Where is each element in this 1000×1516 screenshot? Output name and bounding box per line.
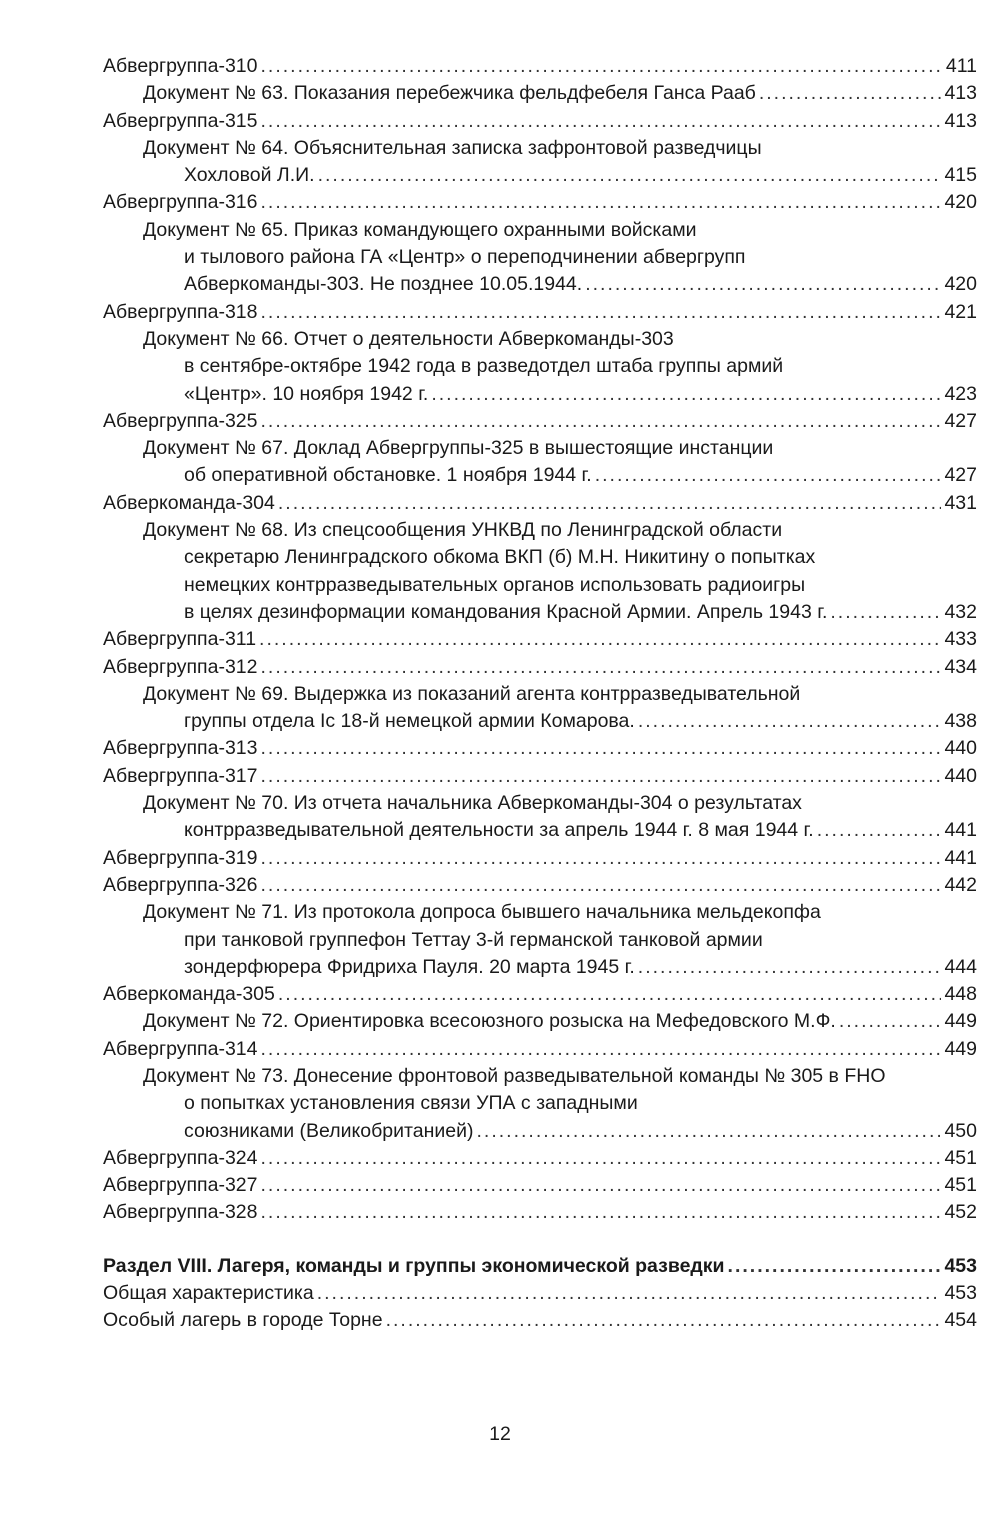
toc-entry-title: контрразведывательной деятельности за апрель 1944 г. 8 мая 1944 г. [184, 819, 814, 842]
toc-entry-title: секретарю Ленинградского обкома ВКП (б) М.Н. Никитину о попытках [184, 546, 816, 569]
toc-entry [103, 189, 977, 216]
toc-entry [103, 299, 977, 326]
toc-document-entry [103, 681, 977, 708]
toc-entry-title: группы отдела Ic 18-й немецкой армии Комарова. [184, 710, 635, 733]
toc-document-entry [103, 353, 977, 380]
toc-entry-title: Абвергруппа-316 [103, 191, 258, 214]
toc-entry-title: Документ № 68. Из спецсообщения УНКВД по Ленинградской области [143, 519, 783, 542]
toc-entry-title: Хохловой Л.И. [184, 164, 315, 187]
toc-page-number: 433 [944, 628, 977, 651]
toc-entry [103, 490, 977, 517]
toc-entry-title: Абвергруппа-319 [103, 846, 258, 869]
toc-page-number: 432 [944, 600, 977, 623]
toc-document-entry [103, 544, 977, 571]
toc-entry-title: Документ № 65. Приказ командующего охранными войсками [143, 218, 697, 241]
toc-document-entry [103, 326, 977, 353]
toc-entry-title: Абвергруппа-313 [103, 737, 258, 760]
toc-entry [103, 626, 977, 653]
toc-entry-title: Абвергруппа-327 [103, 1174, 258, 1197]
toc-page-number: 413 [944, 82, 977, 105]
toc-page-number: 450 [944, 1119, 977, 1142]
toc-entry-title: Абверкоманда-305 [103, 983, 275, 1006]
page-number: 12 [489, 1423, 511, 1445]
toc-document-entry [103, 462, 977, 489]
toc-document-entry [103, 435, 977, 462]
toc-entry-title: Документ № 67. Доклад Абвергруппы-325 в вышестоящие инстанции [143, 437, 774, 460]
dot-leader [261, 1036, 942, 1063]
toc-page-number: 448 [944, 983, 977, 1006]
dot-leader [261, 1145, 942, 1172]
toc-page-number: 453 [944, 1254, 977, 1277]
dot-leader [817, 817, 942, 844]
dot-leader [839, 1008, 942, 1035]
toc-document-entry [103, 927, 977, 954]
toc-page-number: 427 [944, 464, 977, 487]
toc-entry-title: Общая характеристика [103, 1282, 314, 1305]
dot-leader [261, 189, 942, 216]
section-spacer [103, 1227, 977, 1253]
toc-page-number: 449 [944, 1037, 977, 1060]
dot-leader [261, 1199, 942, 1226]
toc-entry [103, 408, 977, 435]
toc-section-heading [103, 1253, 977, 1280]
toc-document-entry [103, 1118, 977, 1145]
toc-page-number: 441 [944, 819, 977, 842]
dot-leader [261, 1172, 942, 1199]
dot-leader [759, 80, 942, 107]
toc-page-number: 451 [944, 1146, 977, 1169]
dot-leader [830, 599, 941, 626]
toc-document-entry [103, 1090, 977, 1117]
dot-leader [261, 845, 942, 872]
toc-entry [103, 1172, 977, 1199]
toc-document-entry [103, 517, 977, 544]
toc-page-number: 420 [944, 191, 977, 214]
toc-entry-title: Документ № 70. Из отчета начальника Абверкоманды-304 о результатах [143, 792, 802, 815]
toc-entry-title: Абвергруппа-325 [103, 409, 258, 432]
toc-entry-title: немецких контрразведывательных органов использовать радиоигры [184, 573, 806, 596]
toc-entry-title: Абвергруппа-328 [103, 1201, 258, 1224]
toc-page-number: 423 [944, 382, 977, 405]
toc-entry-title: Документ № 66. Отчет о деятельности Абверкоманды-303 [143, 327, 674, 350]
dot-leader [261, 408, 942, 435]
toc-entry-title: о попытках установления связи УПА с западными [184, 1092, 638, 1115]
toc-entry [103, 1145, 977, 1172]
toc-entry-title: Документ № 72. Ориентировка всесоюзного розыска на Мефедовского М.Ф. [143, 1010, 836, 1033]
dot-leader [585, 271, 941, 298]
toc-document-entry [103, 80, 977, 107]
dot-leader [261, 53, 943, 80]
dot-leader [317, 1280, 942, 1307]
toc-entry [103, 1199, 977, 1226]
toc-page-number: 442 [944, 873, 977, 896]
dot-leader [261, 654, 942, 681]
toc-entry-title: Документ № 69. Выдержка из показаний агента контрразведывательной [143, 682, 801, 705]
toc-entry [103, 53, 977, 80]
dot-leader [278, 490, 942, 517]
dot-leader [261, 108, 942, 135]
toc-document-entry [103, 817, 977, 844]
dot-leader [386, 1307, 942, 1334]
toc-entry [103, 1280, 977, 1307]
toc-entry-title: Документ № 73. Донесение фронтовой разведывательной команды № 305 в FHO [143, 1064, 886, 1087]
toc-document-entry [103, 1063, 977, 1090]
toc-document-entry [103, 244, 977, 271]
toc-page-number: 413 [944, 109, 977, 132]
toc-entry-title: «Центр». 10 ноября 1942 г. [184, 382, 429, 405]
table-of-contents [103, 53, 977, 1335]
toc-entry [103, 1307, 977, 1334]
toc-entry-title: Документ № 63. Показания перебежчика фельдфебеля Ганса Рааб [143, 82, 756, 105]
dot-leader [261, 735, 942, 762]
toc-entry-title: Особый лагерь в городе Торне [103, 1309, 383, 1332]
dot-leader [638, 708, 942, 735]
toc-page-number: 427 [944, 409, 977, 432]
toc-entry [103, 981, 977, 1008]
toc-document-entry [103, 599, 977, 626]
toc-entry-title: Абвергруппа-310 [103, 55, 258, 77]
dot-leader [261, 299, 942, 326]
toc-page-number: 411 [945, 55, 977, 77]
toc-document-entry [103, 1008, 977, 1035]
toc-entry [103, 654, 977, 681]
toc-entry-title: Документ № 64. Объяснительная записка зафронтовой разведчицы [143, 136, 762, 159]
toc-entry-title: Абверкоманды-303. Не позднее 10.05.1944. [184, 273, 583, 296]
toc-page-number: 451 [944, 1174, 977, 1197]
toc-entry-title: Раздел VIII. Лагеря, команды и группы экономической разведки [103, 1254, 725, 1277]
toc-entry-title: и тылового района ГА «Центр» о переподчинении абвергрупп [184, 246, 746, 269]
toc-page-number: 434 [944, 655, 977, 678]
toc-page-number: 420 [944, 273, 977, 296]
toc-entry-title: Абвергруппа-311 [103, 628, 257, 651]
dot-leader [278, 981, 942, 1008]
toc-document-entry [103, 135, 977, 162]
toc-document-entry [103, 271, 977, 298]
dot-leader [261, 763, 942, 790]
toc-entry [103, 845, 977, 872]
dot-leader [728, 1253, 942, 1280]
dot-leader [638, 954, 942, 981]
dot-leader [431, 381, 941, 408]
toc-entry-title: об оперативной обстановке. 1 ноября 1944 г. [184, 464, 592, 487]
toc-document-entry [103, 899, 977, 926]
toc-page-number: 440 [944, 764, 977, 787]
toc-entry [103, 872, 977, 899]
dot-leader [476, 1118, 941, 1145]
toc-document-entry [103, 954, 977, 981]
dot-leader [595, 462, 942, 489]
toc-entry-title: Абвергруппа-315 [103, 109, 258, 132]
toc-entry-title: союзниками (Великобританией) [184, 1119, 474, 1142]
toc-document-entry [103, 381, 977, 408]
toc-page-number: 453 [944, 1282, 977, 1305]
toc-entry-title: Абвергруппа-312 [103, 655, 258, 678]
toc-entry-title: зондерфюрера Фридриха Пауля. 20 марта 1945 г. [184, 955, 635, 978]
toc-document-entry [103, 217, 977, 244]
toc-entry-title: Абвергруппа-324 [103, 1146, 258, 1169]
toc-document-entry [103, 790, 977, 817]
toc-entry-title: Абвергруппа-314 [103, 1037, 258, 1060]
toc-entry-title: Абвергруппа-326 [103, 873, 258, 896]
toc-page-number: 444 [944, 955, 977, 978]
toc-entry-title: Абвергруппа-317 [103, 764, 258, 787]
toc-entry [103, 763, 977, 790]
toc-entry-title: в целях дезинформации командования Красной Армии. Апрель 1943 г. [184, 600, 828, 623]
toc-page-number: 452 [944, 1201, 977, 1224]
toc-entry-title: в сентябре-октябре 1942 года в разведотдел штаба группы армий [184, 355, 784, 378]
dot-leader [259, 626, 941, 653]
toc-document-entry [103, 162, 977, 189]
toc-page-number: 441 [944, 846, 977, 869]
toc-entry-title: Документ № 71. Из протокола допроса бывшего начальника мельдекопфа [143, 901, 821, 924]
toc-entry-title: при танковой группефон Теттау 3-й германской танковой армии [184, 928, 763, 951]
toc-document-entry [103, 708, 977, 735]
toc-page-number: 438 [944, 710, 977, 733]
toc-page-number: 431 [944, 491, 977, 514]
toc-document-entry [103, 572, 977, 599]
toc-page-number: 421 [944, 300, 977, 323]
dot-leader [318, 162, 942, 189]
toc-page-number: 454 [944, 1309, 977, 1332]
toc-page-number: 449 [944, 1010, 977, 1033]
toc-entry [103, 1036, 977, 1063]
toc-entry [103, 735, 977, 762]
toc-entry-title: Абверкоманда-304 [103, 491, 275, 514]
toc-page-number: 415 [944, 164, 977, 187]
toc-entry [103, 108, 977, 135]
toc-entry-title: Абвергруппа-318 [103, 300, 258, 323]
toc-page-number: 440 [944, 737, 977, 760]
dot-leader [261, 872, 942, 899]
